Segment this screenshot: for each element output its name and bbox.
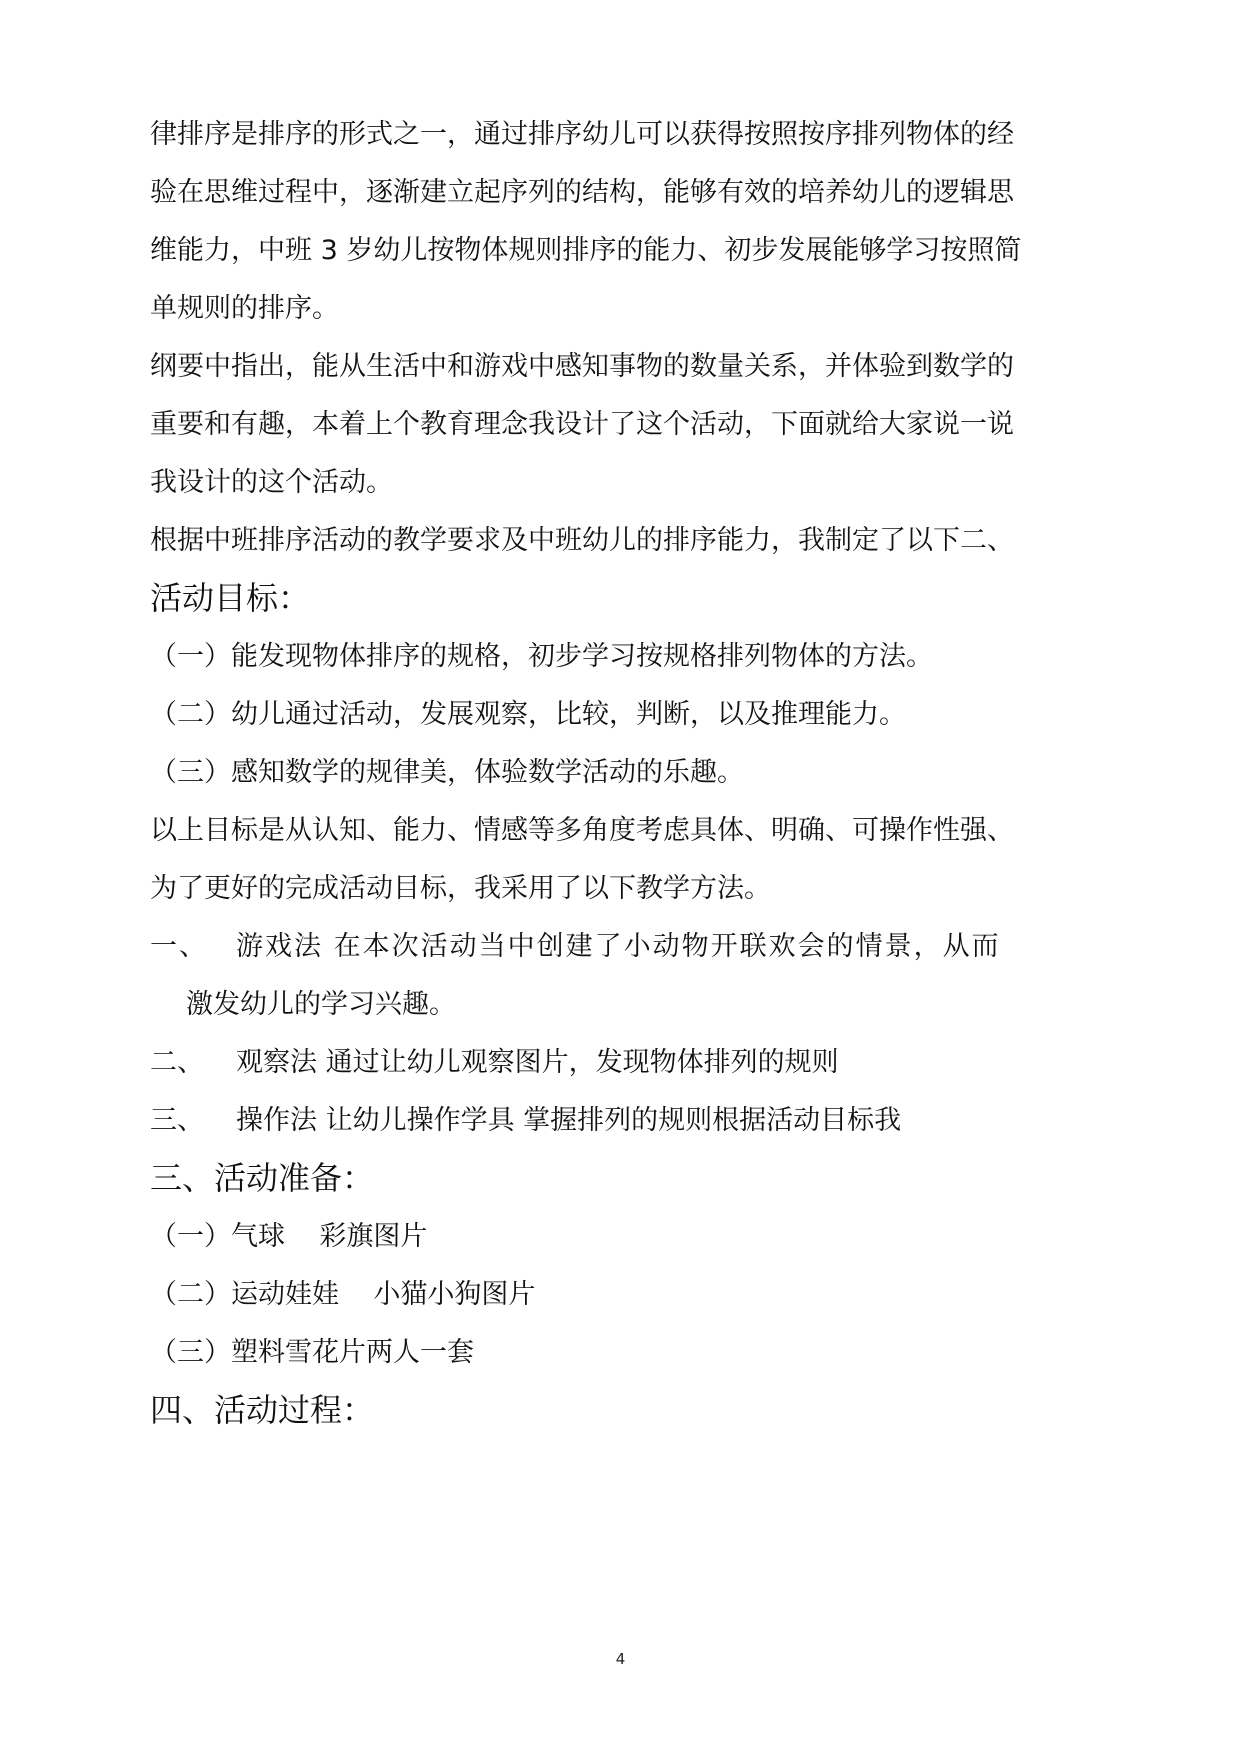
paragraph-4-line-2: 为了更好的完成活动目标，我采用了以下教学方法。 xyxy=(150,873,771,904)
goal-item-2: （二）幼儿通过活动，发展观察，比较，判断，以及推理能力。 xyxy=(150,699,906,730)
paragraph-4-line-1: 以上目标是从认知、能力、情感等多角度考虑具体、明确、可操作性强、 xyxy=(150,815,1014,846)
prep-heading: 三、活动准备： xyxy=(150,1159,375,1197)
method-item-1-continuation: 激发幼儿的学习兴趣。 xyxy=(186,989,456,1020)
goal-item-1: （一）能发现物体排序的规格，初步学习按规格排列物体的方法。 xyxy=(150,641,933,672)
paragraph-1-line-4: 单规则的排序。 xyxy=(150,293,339,324)
method-2-number: 二、 xyxy=(150,1047,204,1078)
method-3-text: 操作法 让幼儿操作学具 掌握排列的规则根据活动目标我 xyxy=(236,1105,902,1136)
method-item-1 xyxy=(150,929,1001,965)
method-1-text: 游戏法 在本次活动当中创建了小动物开联欢会的情景，从而 xyxy=(236,931,1001,962)
paragraph-1-line-2: 验在思维过程中，逐渐建立起序列的结构，能够有效的培养幼儿的逻辑思 xyxy=(150,177,1014,208)
paragraph-2-line-3: 我设计的这个活动。 xyxy=(150,467,393,498)
method-1-number: 一、 xyxy=(150,931,208,962)
paragraph-2-line-1: 纲要中指出，能从生活中和游戏中感知事物的数量关系，并体验到数学的 xyxy=(150,351,1014,382)
method-3-number: 三、 xyxy=(150,1105,204,1136)
paragraph-3-line-1: 根据中班排序活动的教学要求及中班幼儿的排序能力，我制定了以下二、 xyxy=(150,525,1014,556)
goals-heading: 活动目标： xyxy=(150,579,311,617)
prep-item-3: （三）塑料雪花片两人一套 xyxy=(150,1337,474,1368)
prep-item-2: （二）运动娃娃 小猫小狗图片 xyxy=(150,1279,536,1310)
paragraph-1-line-3: 维能力，中班 3 岁幼儿按物体规则排序的能力、初步发展能够学习按照简 xyxy=(150,235,1022,266)
method-2-text: 观察法 通过让幼儿观察图片，发现物体排列的规则 xyxy=(236,1047,839,1078)
prep-item-1: （一）气球 彩旗图片 xyxy=(150,1221,428,1252)
goal-item-3: （三）感知数学的规律美，体验数学活动的乐趣。 xyxy=(150,757,744,788)
paragraph-2-line-2: 重要和有趣，本着上个教育理念我设计了这个活动，下面就给大家说一说 xyxy=(150,409,1014,440)
page-number: 4 xyxy=(615,1650,626,1668)
paragraph-1-line-1: 律排序是排序的形式之一，通过排序幼儿可以获得按照按序排列物体的经 xyxy=(150,119,1014,150)
process-heading: 四、活动过程： xyxy=(150,1391,375,1429)
method-item-2 xyxy=(150,1045,839,1081)
method-item-3 xyxy=(150,1103,901,1139)
